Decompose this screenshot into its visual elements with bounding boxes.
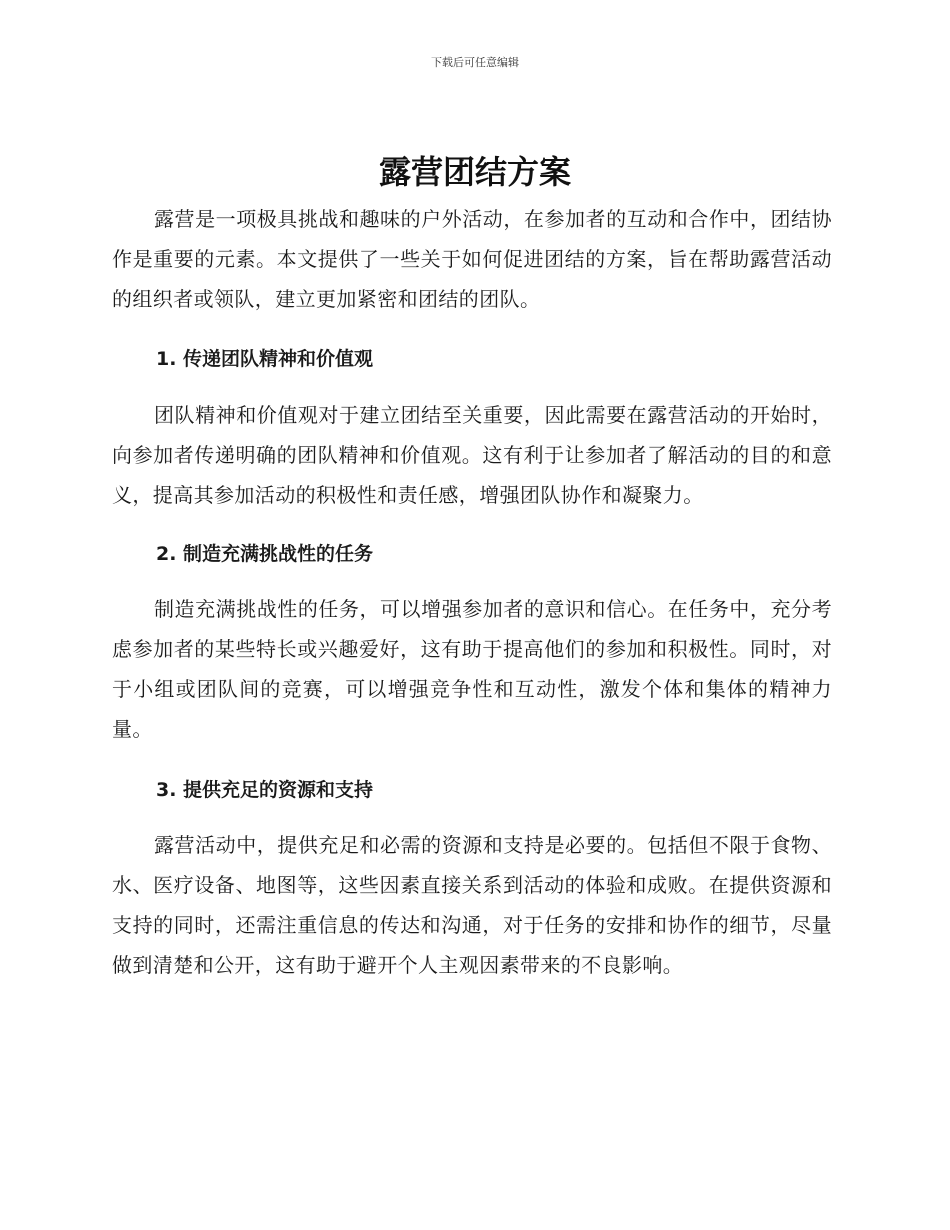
section-1-heading-block bbox=[112, 339, 832, 379]
document-title: 露营团结方案 bbox=[378, 153, 571, 191]
header-note: 下载后可任意编辑 bbox=[431, 56, 519, 69]
section-heading: 3. 提供充足的资源和支持 bbox=[156, 779, 374, 801]
section-heading: 1. 传递团队精神和价值观 bbox=[156, 348, 374, 370]
section-2-heading-block bbox=[112, 534, 832, 574]
section-1-body-block bbox=[112, 395, 832, 515]
section-paragraph: 制造充满挑战性的任务，可以增强参加者的意识和信心。在任务中，充分考虑参加者的某些特长或兴趣爱好，这有助于提高他们的参加和积极性。同时，对于小组或团队间的竞赛，可以增强竞争性和互动性，激发个体和集体的精神力量。 bbox=[112, 597, 832, 741]
section-2-body-block bbox=[112, 589, 832, 749]
section-paragraph: 团队精神和价值观对于建立团结至关重要，因此需要在露营活动的开始时，向参加者传递明确的团队精神和价值观。这有利于让参加者了解活动的目的和意义，提高其参加活动的积极性和责任感，增强团队协作和凝聚力。 bbox=[112, 403, 832, 507]
section-3-heading-block bbox=[112, 770, 832, 810]
section-3-body-block bbox=[112, 825, 832, 985]
section-heading: 2. 制造充满挑战性的任务 bbox=[156, 543, 374, 565]
intro-paragraph: 露营是一项极具挑战和趣味的户外活动，在参加者的互动和合作中，团结协作是重要的元素。本文提供了一些关于如何促进团结的方案，旨在帮助露营活动的组织者或领队，建立更加紧密和团结的团队。 bbox=[112, 207, 832, 311]
section-paragraph: 露营活动中，提供充足和必需的资源和支持是必要的。包括但不限于食物、水、医疗设备、地图等，这些因素直接关系到活动的体验和成败。在提供资源和支持的同时，还需注重信息的传达和沟通，对于任务的安排和协作的细节，尽量做到清楚和公开，这有助于避开个人主观因素带来的不良影响。 bbox=[112, 833, 832, 977]
intro-paragraph-block bbox=[112, 199, 832, 319]
